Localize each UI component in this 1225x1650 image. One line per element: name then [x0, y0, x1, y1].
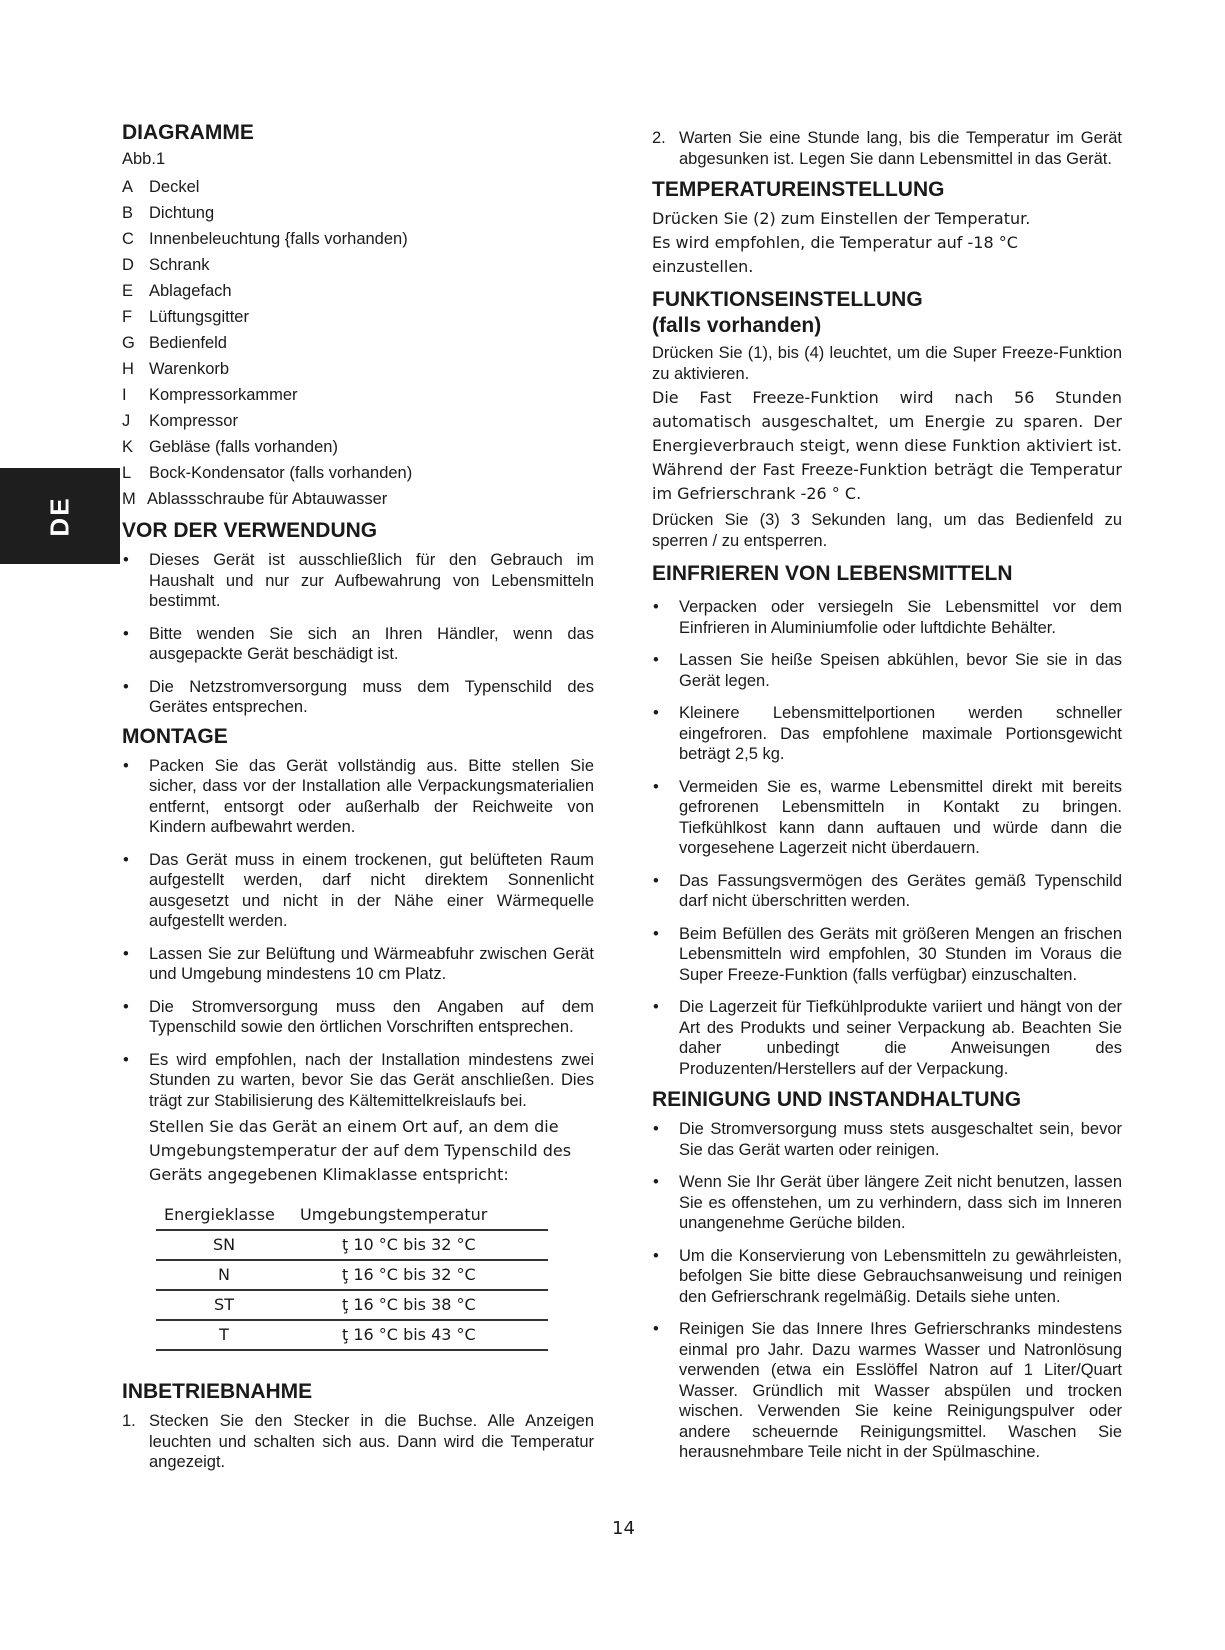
legend-letter: I — [122, 386, 127, 404]
legend-text: Dichtung — [149, 204, 215, 222]
heading-inbetriebnahme: INBETRIEBNAHME — [122, 1380, 313, 1403]
table-cell: N — [156, 1260, 292, 1290]
list-item: • Die Stromversorgung muss stets ausgeschaltet sein, bevor Sie das Gerät warten oder reinigen. — [652, 1119, 1122, 1160]
heading-funktionseinstellung: FUNKTIONSEINSTELLUNG — [652, 288, 923, 311]
reinigung-list — [652, 1119, 1122, 1463]
vor-der-verwendung-list — [122, 550, 594, 718]
legend-letter: M — [122, 490, 136, 508]
legend-letter: C — [122, 230, 134, 248]
table-cell: ţ 16 °C bis 38 °C — [292, 1290, 548, 1320]
legend-item — [122, 200, 594, 226]
list-item: • Wenn Sie Ihr Gerät über längere Zeit nicht benutzen, lassen Sie es offenstehen, um zu verhindern, dass sich im Inneren unangenehme Gerüche bilden. — [652, 1172, 1122, 1234]
legend-item — [122, 174, 594, 200]
legend-item — [122, 460, 594, 486]
legend-item — [122, 356, 594, 382]
legend-letter: B — [122, 204, 134, 222]
list-item: • Die Stromversorgung muss den Angaben auf dem Typenschild sowie den örtlichen Vorschriften entsprechen. — [122, 997, 594, 1038]
text-line: Drücken Sie (2) zum Einstellen der Temperatur. — [652, 209, 1031, 228]
page-number: 14 — [612, 1518, 635, 1539]
climate-class-table — [156, 1201, 548, 1351]
right-column — [652, 128, 1122, 1475]
legend-text: Kompressor — [149, 412, 238, 430]
climate-note: Stellen Sie das Gerät an einem Ort auf, an dem die Umgebungstemperatur der auf dem Typenschild des Geräts angegebenen Klimaklasse entspricht: — [149, 1117, 572, 1184]
step-text: Stecken Sie den Stecker in die Buchse. Alle Anzeigen leuchten und schalten sich aus. Dann wird die Temperatur angezeigt. — [149, 1412, 594, 1471]
diagram-legend — [122, 174, 594, 512]
heading-falls-vorhanden: (falls vorhanden) — [652, 314, 822, 337]
legend-item — [122, 408, 594, 434]
step-item — [122, 1411, 594, 1473]
table-cell: T — [156, 1320, 292, 1350]
table-header: Umgebungstemperatur — [300, 1204, 488, 1224]
legend-text: Lüftungsgitter — [149, 308, 249, 326]
temperature-paragraph — [652, 207, 1122, 279]
left-column — [122, 120, 594, 1473]
list-item: • Um die Konservierung von Lebensmitteln zu gewährleisten, befolgen Sie bitte diese Gebrauchsanweisung und reinigen den Gefrierschrank regelmäßig. Details siehe unten. — [652, 1246, 1122, 1308]
legend-item — [122, 278, 594, 304]
legend-item — [122, 252, 594, 278]
legend-text: Innenbeleuchtung {falls vorhanden) — [149, 230, 408, 248]
legend-letter: L — [122, 464, 132, 482]
list-item: • Das Fassungsvermögen des Gerätes gemäß Typenschild darf nicht überschritten werden. — [652, 871, 1122, 912]
inbetriebnahme-steps — [122, 1411, 594, 1473]
list-item: • Vermeiden Sie es, warme Lebensmittel direkt mit bereits gefrorenen Lebensmitteln in Kontakt zu bringen. Tiefkühlkost kann dann auftauen und würde dann die vorgesehene Lagerzeit nicht überdauern. — [652, 777, 1122, 859]
legend-text: Schrank — [149, 256, 210, 274]
legend-letter: G — [122, 334, 135, 352]
heading-einfrieren: EINFRIEREN VON LEBENSMITTELN — [652, 562, 1013, 585]
function-paragraph-3: Drücken Sie (3) 3 Sekunden lang, um das Bedienfeld zu sperren / zu entsperren. — [652, 511, 1122, 550]
legend-text: Gebläse (falls vorhanden) — [149, 438, 338, 456]
list-item: • Reinigen Sie das Innere Ihres Gefrierschranks mindestens einmal pro Jahr. Dazu warmes Wasser und Natronlösung verwenden (etwa ein Esslöffel Natron auf 1 Liter/Quart Wasser. Gründlich mit Wasser abspülen und trocken wischen. Verwenden Sie keine Reinigungspulver oder andere scheuernde Reinigungsmittel. Waschen Sie herausnehmbare Teile nicht in der Spülmaschine. — [652, 1319, 1122, 1463]
table-cell: ST — [156, 1290, 292, 1320]
table-cell: ţ 16 °C bis 43 °C — [292, 1320, 548, 1350]
list-item: • Lassen Sie zur Belüftung und Wärmeabfuhr zwischen Gerät und Umgebung mindestens 10 cm Platz. — [122, 944, 594, 985]
list-item: • Bitte wenden Sie sich an Ihren Händler, wenn das ausgepackte Gerät beschädigt ist. — [122, 624, 594, 665]
legend-item — [122, 226, 594, 252]
list-item: • Es wird empfohlen, nach der Installation mindestens zwei Stunden zu warten, bevor Sie das Gerät anschließen. Dies trägt zur Stabilisierung des Kältemittelkreislaufs bei. — [122, 1050, 594, 1112]
list-item: • Die Lagerzeit für Tiefkühlprodukte variiert und hängt von der Art des Produkts und seiner Verpackung ab. Beachten Sie daher unbedingt die Anweisungen des Produzenten/Herstellers auf der Verpackung. — [652, 997, 1122, 1079]
table-header-row — [156, 1201, 548, 1230]
step-number: 1. — [122, 1412, 136, 1430]
legend-text: Ablagefach — [149, 282, 232, 300]
legend-text: Ablassschraube für Abtauwasser — [147, 490, 388, 508]
list-item: • Lassen Sie heiße Speisen abkühlen, bevor Sie sie in das Gerät legen. — [652, 650, 1122, 691]
list-item: • Packen Sie das Gerät vollständig aus. Bitte stellen Sie sicher, dass vor der Installation alle Verpackungsmaterialien entfernt, entsorgt oder außerhalb der Reichweite von Kindern aufbewahrt werden. — [122, 756, 594, 838]
legend-text: Bock-Kondensator (falls vorhanden) — [149, 464, 413, 482]
step-text: Warten Sie eine Stunde lang, bis die Temperatur im Gerät abgesunken ist. Legen Sie dann Lebensmittel in das Gerät. — [679, 129, 1122, 168]
legend-item — [122, 434, 594, 460]
list-item: • Die Netzstromversorgung muss dem Typenschild des Gerätes entsprechen. — [122, 677, 594, 718]
table-header: Energieklasse — [164, 1204, 275, 1224]
heading-reinigung: REINIGUNG UND INSTANDHALTUNG — [652, 1088, 1022, 1111]
table-cell: ţ 16 °C bis 32 °C — [292, 1260, 548, 1290]
table-row — [156, 1320, 548, 1350]
legend-item — [122, 382, 594, 408]
table-row — [156, 1260, 548, 1290]
table-row — [156, 1230, 548, 1260]
function-paragraph-2: Die Fast Freeze-Funktion wird nach 56 Stunden automatisch ausgeschaltet, um Energie zu sparen. Der Energieverbrauch steigt, wenn diese Funktion aktiviert ist. Während der Fast Freeze-Funktion beträgt die Temperatur im Gefrierschrank -26 ° C. — [652, 388, 1122, 503]
table-cell: ţ 10 °C bis 32 °C — [292, 1230, 548, 1260]
function-paragraph-1: Drücken Sie (1), bis (4) leuchtet, um die Super Freeze-Funktion zu aktivieren. — [652, 344, 1122, 383]
table-row — [156, 1290, 548, 1320]
heading-temperatureinstellung: TEMPERATUREINSTELLUNG — [652, 178, 945, 201]
legend-letter: J — [122, 412, 131, 430]
list-item: • Das Gerät muss in einem trockenen, gut belüfteten Raum aufgestellt werden, darf nicht direktem Sonnenlicht ausgesetzt und nicht in der Nähe einer Wärmequelle aufgestellt werden. — [122, 850, 594, 932]
legend-text: Warenkorb — [149, 360, 230, 378]
legend-item — [122, 304, 594, 330]
heading-vor-der-verwendung: VOR DER VERWENDUNG — [122, 519, 378, 542]
table-cell: SN — [156, 1230, 292, 1260]
legend-letter: D — [122, 256, 134, 274]
legend-letter: F — [122, 308, 133, 326]
figure-label: Abb.1 — [122, 150, 166, 168]
legend-text: Deckel — [149, 178, 200, 196]
legend-letter: H — [122, 360, 134, 378]
montage-list — [122, 756, 594, 1112]
legend-item — [122, 486, 594, 512]
einfrieren-list — [652, 597, 1122, 1079]
text-line: Es wird empfohlen, die Temperatur auf -18 °C einzustellen. — [652, 233, 1018, 276]
legend-text: Bedienfeld — [149, 334, 227, 352]
heading-diagramme: DIAGRAMME — [122, 121, 254, 144]
legend-letter: K — [122, 438, 134, 456]
language-tab-label: DE — [44, 495, 75, 537]
step-number: 2. — [652, 129, 666, 147]
list-item: • Verpacken oder versiegeln Sie Lebensmittel vor dem Einfrieren in Aluminiumfolie oder luftdichte Behälter. — [652, 597, 1122, 638]
legend-text: Kompressorkammer — [149, 386, 298, 404]
legend-item — [122, 330, 594, 356]
legend-letter: E — [122, 282, 134, 300]
list-item: • Beim Befüllen des Geräts mit größeren Mengen an frischen Lebensmitteln wird empfohlen, 30 Stunden im Voraus die Super Freeze-Funktion (falls verfügbar) einzuschalten. — [652, 924, 1122, 986]
heading-montage: MONTAGE — [122, 724, 228, 748]
inbetriebnahme-steps-continued — [652, 128, 1122, 169]
legend-letter: A — [122, 178, 134, 196]
step-item — [652, 128, 1122, 169]
language-tab — [0, 468, 120, 564]
list-item: • Kleinere Lebensmittelportionen werden schneller eingefroren. Das empfohlene maximale Portionsgewicht beträgt 2,5 kg. — [652, 703, 1122, 765]
list-item: • Dieses Gerät ist ausschließlich für den Gebrauch im Haushalt und nur zur Aufbewahrung von Lebensmitteln bestimmt. — [122, 550, 594, 612]
